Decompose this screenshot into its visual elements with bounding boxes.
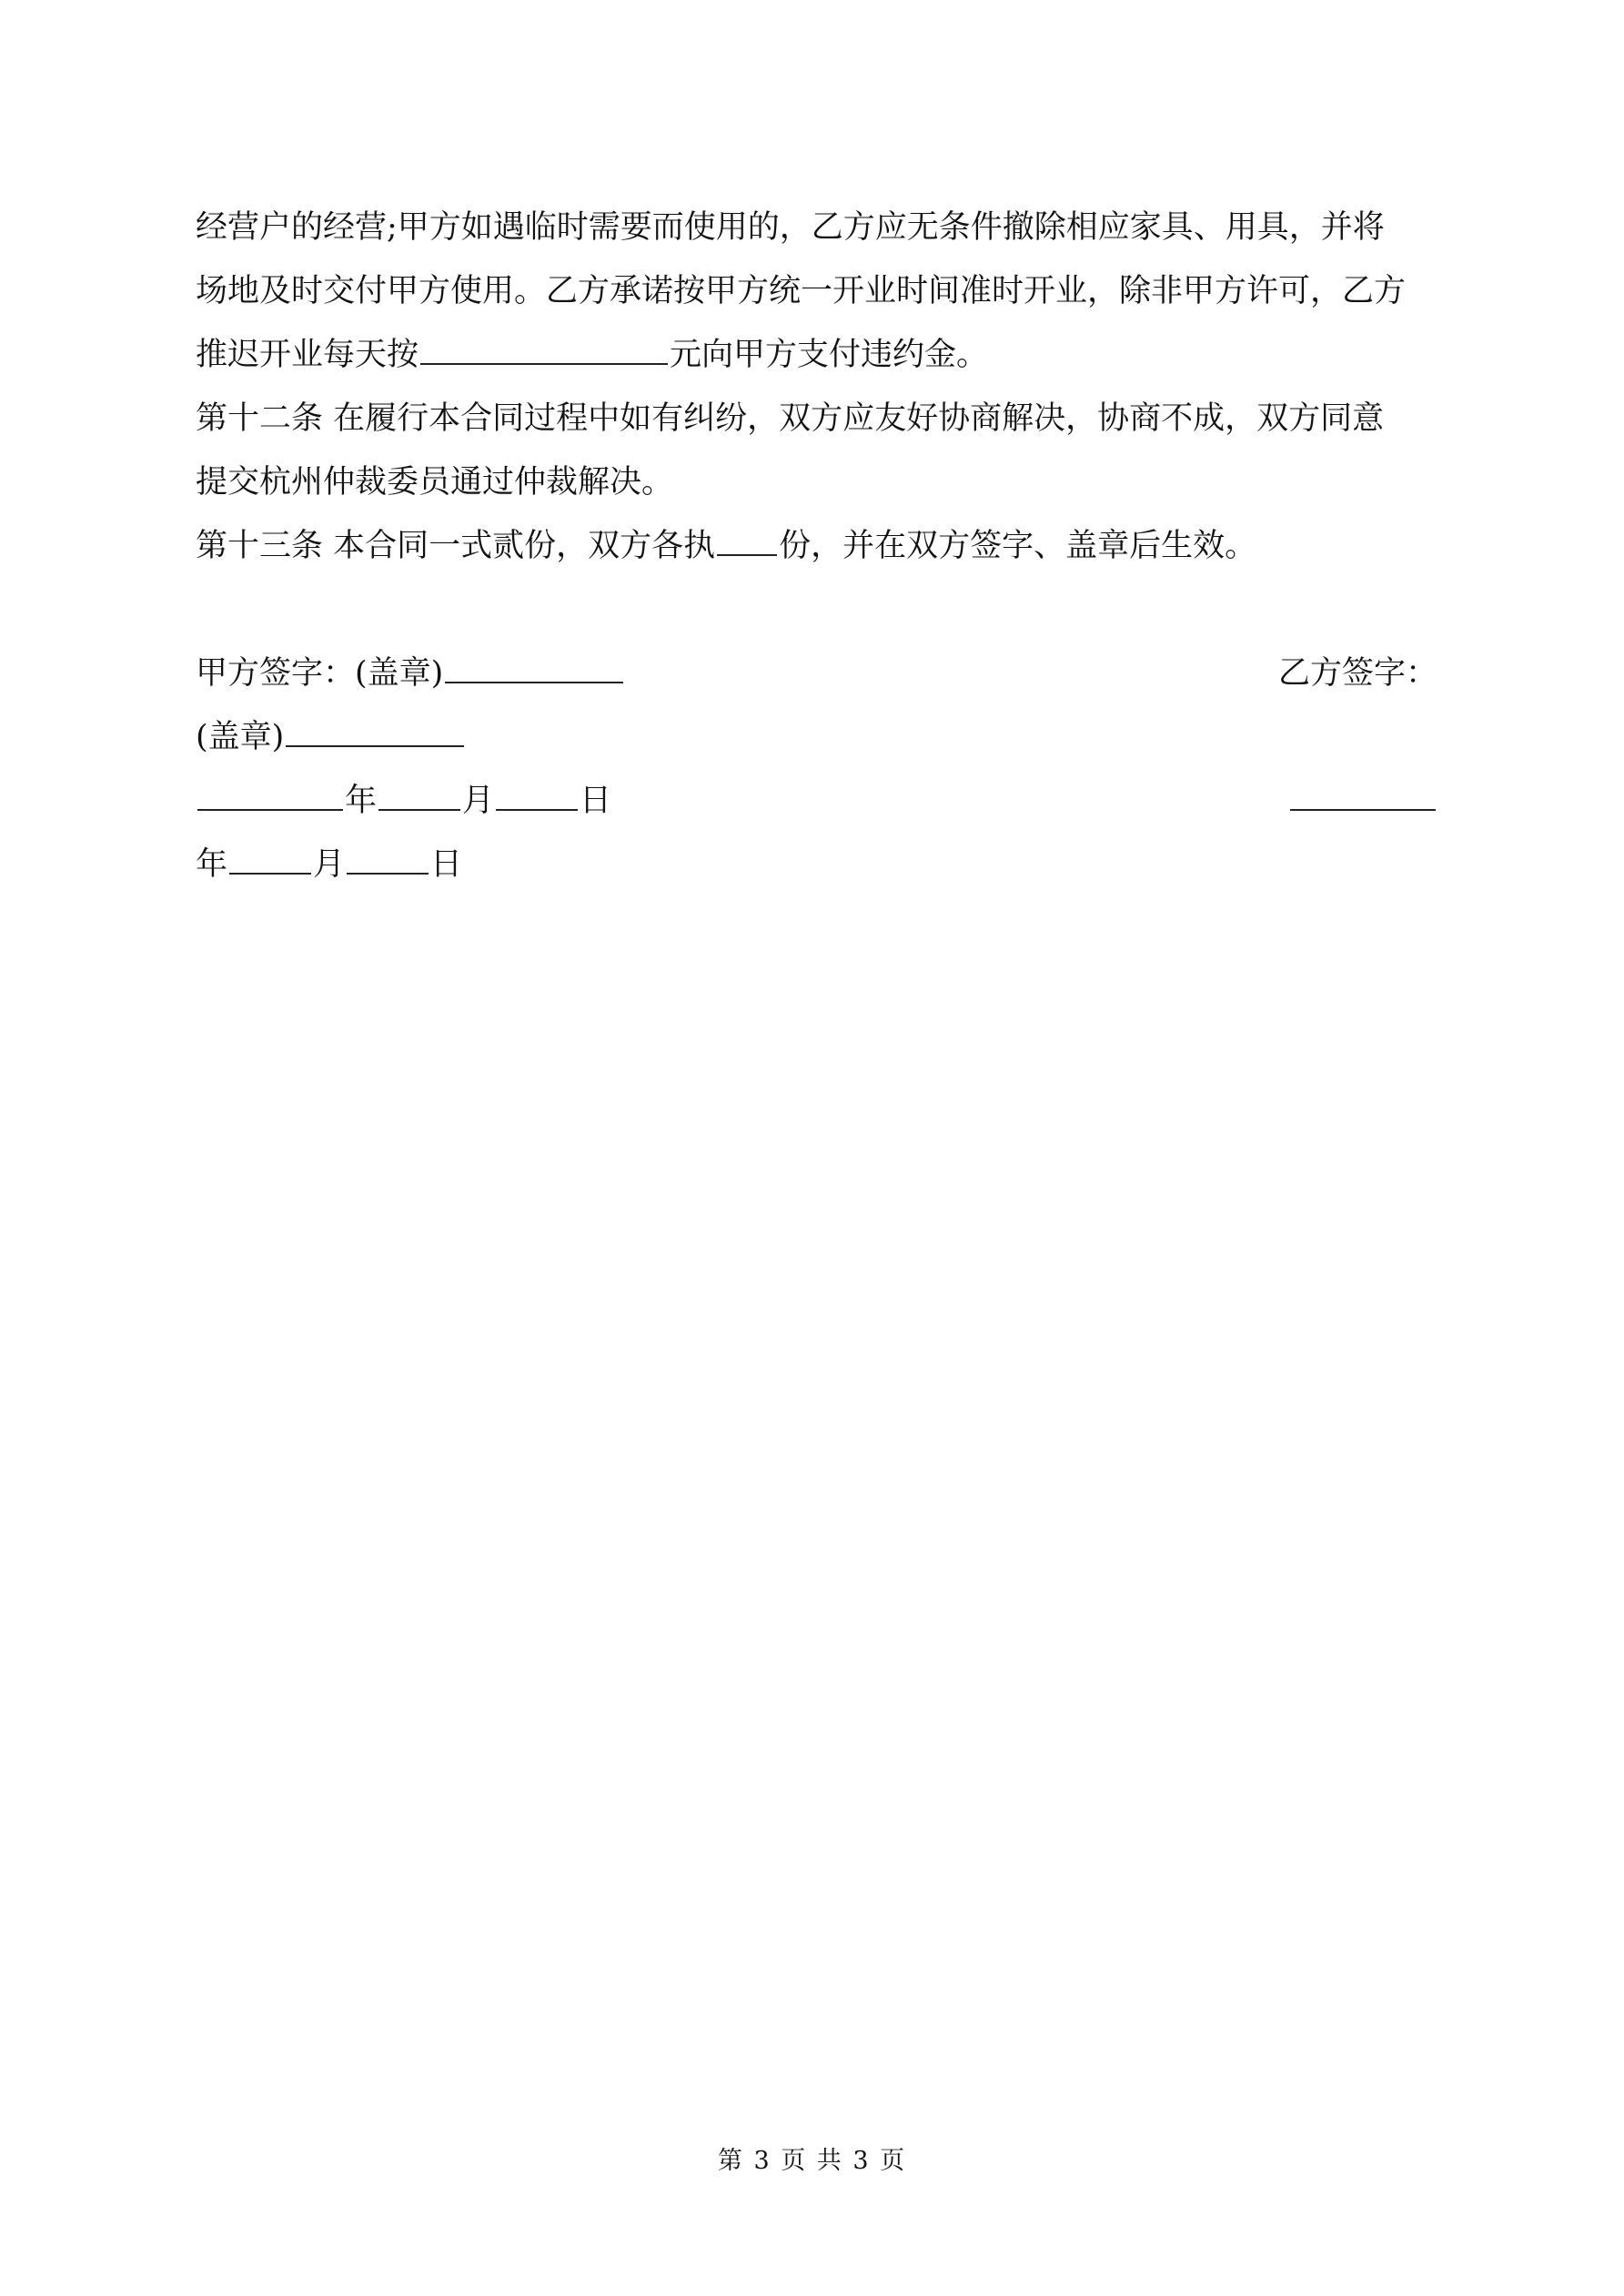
clause-13-line xyxy=(196,514,1256,578)
year-label: 年 xyxy=(345,783,378,819)
party-a-signature-blank[interactable] xyxy=(445,654,623,683)
clause-12-line xyxy=(196,450,673,514)
text-run: 第十二条 在履行本合同过程中如有纠纷，双方应友好协商解决，协商不成，双方同意 xyxy=(196,400,1385,437)
month-label: 月 xyxy=(462,783,495,819)
text-run: 场地及时交付甲方使用。乙方承诺按甲方统一开业时间准时开业，除非甲方许可，乙方 xyxy=(196,273,1407,309)
party-b-signature xyxy=(1278,642,1437,705)
party-a-date xyxy=(196,769,611,833)
party-b-seal-blank[interactable] xyxy=(286,718,464,747)
party-b-label: 乙方签字： xyxy=(1277,655,1437,692)
page-number: 第 3 页 共 3 页 xyxy=(717,2147,907,2175)
fill-in-blank[interactable] xyxy=(717,527,777,556)
text-run: 提交杭州仲裁委员通过仲裁解决。 xyxy=(196,464,674,501)
day-blank[interactable] xyxy=(496,782,578,811)
text-run: 第十三条 本合同一式贰份，双方各执 xyxy=(196,528,716,564)
paragraph-line xyxy=(196,323,988,387)
party-b-seal xyxy=(196,705,466,769)
year-blank[interactable] xyxy=(1290,782,1436,811)
text-run: 份，并在双方签字、盖章后生效。 xyxy=(779,528,1257,564)
month-blank[interactable] xyxy=(378,782,460,811)
party-a-label: 甲方签字：(盖章) xyxy=(196,655,444,692)
paragraph-line xyxy=(196,259,1406,323)
seal-label: (盖章) xyxy=(196,719,285,755)
day-label: 日 xyxy=(430,846,463,883)
paragraph-line xyxy=(196,196,1385,259)
year-blank[interactable] xyxy=(197,782,343,811)
text-run: 推迟开业每天按 xyxy=(196,337,419,373)
text-run: 元向甲方支付违约金。 xyxy=(670,337,989,373)
day-label: 日 xyxy=(580,783,612,819)
year-label: 年 xyxy=(196,846,228,883)
clause-12-line xyxy=(196,387,1384,450)
month-label: 月 xyxy=(313,846,346,883)
party-b-date-year xyxy=(1288,769,1437,833)
page-footer xyxy=(0,2140,1624,2176)
party-a-signature xyxy=(196,642,625,705)
text-run: 经营户的经营;甲方如遇临时需要而使用的，乙方应无条件撤除相应家具、用具，并将 xyxy=(196,209,1385,246)
fill-in-blank[interactable] xyxy=(420,336,668,365)
party-b-date xyxy=(196,833,462,896)
month-blank[interactable] xyxy=(229,845,311,875)
day-blank[interactable] xyxy=(347,845,429,875)
